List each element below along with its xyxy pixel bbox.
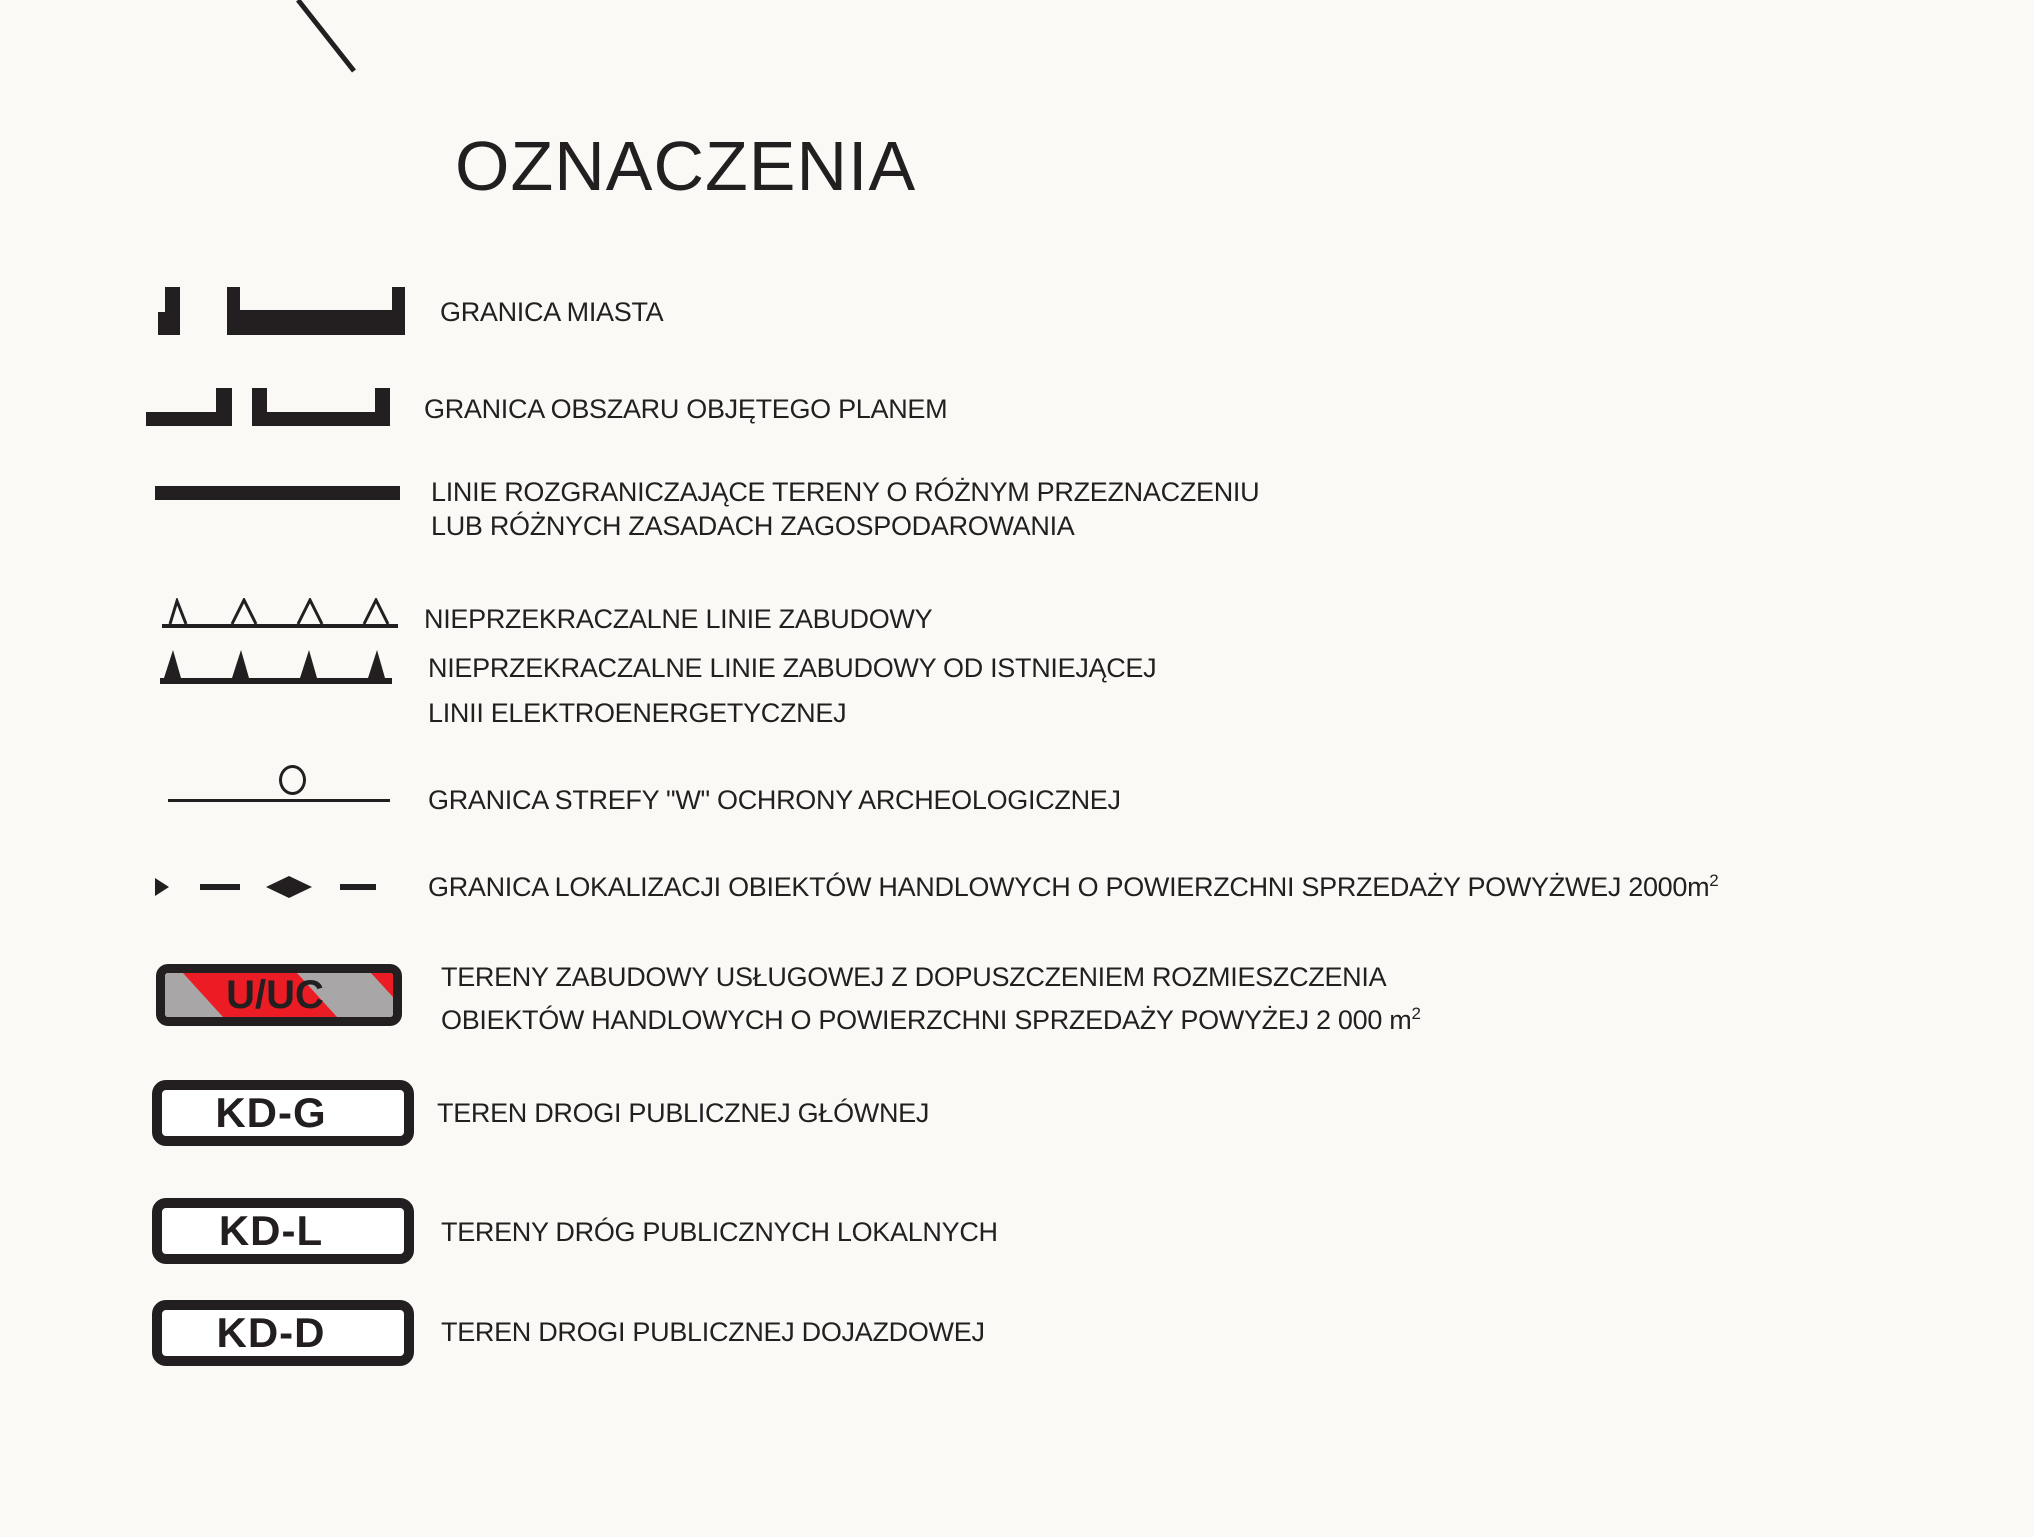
map-edge-line xyxy=(290,0,362,76)
legend-label-linie-elektroenergetyczne xyxy=(428,646,1156,736)
kd-l-code: KD-L xyxy=(218,1207,324,1254)
city-border-symbol xyxy=(150,285,408,337)
legend-label-granica-obszaru: GRANICA OBSZARU OBJĘTEGO PLANEM xyxy=(424,394,948,424)
u-uc-code: U/UC xyxy=(226,972,324,1017)
legend-label-kd-g: TEREN DROGI PUBLICZNEJ GŁÓWNEJ xyxy=(437,1098,930,1128)
archeology-zone-circle xyxy=(279,765,306,795)
kd-g-code: KD-G xyxy=(215,1089,327,1136)
label-line-1: LINIE ROZGRANICZAJĄCE TERENY O RÓŻNYM PRZEZNACZENIU xyxy=(431,477,1260,507)
legend-label-granica-miasta: GRANICA MIASTA xyxy=(440,297,664,327)
kd-l-symbol-box xyxy=(152,1198,414,1264)
legend-label-u-uc xyxy=(441,956,1421,1042)
legend-label-granica-lokalizacji xyxy=(428,871,1718,904)
plan-area-border-symbol xyxy=(146,388,392,426)
label-superscript: 2 xyxy=(1411,1004,1421,1023)
u-uc-symbol-box xyxy=(156,964,402,1026)
building-line-power-symbol xyxy=(160,650,394,684)
label-line-2 xyxy=(441,999,1421,1042)
legend-label-linie-zabudowy: NIEPRZEKRACZALNE LINIE ZABUDOWY xyxy=(424,604,933,634)
label-line-2: LUB RÓŻNYCH ZASADACH ZAGOSPODAROWANIA xyxy=(431,511,1075,541)
label-text: GRANICA LOKALIZACJI OBIEKTÓW HANDLOWYCH O POWIERZCHNI SPRZEDAŻY POWYŻWEJ 2000m xyxy=(428,872,1710,902)
label-superscript: 2 xyxy=(1709,871,1719,890)
dividing-line-symbol xyxy=(155,486,400,500)
legend-label-kd-d: TEREN DROGI PUBLICZNEJ DOJAZDOWEJ xyxy=(441,1317,985,1347)
kd-d-code: KD-D xyxy=(216,1309,326,1356)
legend-label-linie-rozgraniczajace xyxy=(431,475,1259,543)
legend-label-strefa-w: GRANICA STREFY "W" OCHRONY ARCHEOLOGICZNEJ xyxy=(428,785,1121,815)
archeology-zone-line xyxy=(168,799,390,802)
building-line-symbol xyxy=(160,598,400,630)
label-text: OBIEKTÓW HANDLOWYCH O POWIERZCHNI SPRZEDAŻY POWYŻEJ 2 000 m xyxy=(441,1005,1412,1035)
label-line-1: TERENY ZABUDOWY USŁUGOWEJ Z DOPUSZCZENIEM ROZMIESZCZENIA xyxy=(441,962,1387,992)
page-title: OZNACZENIA xyxy=(455,127,917,205)
kd-d-symbol-box xyxy=(152,1300,414,1366)
label-line-2: LINII ELEKTROENERGETYCZNEJ xyxy=(428,698,847,728)
kd-g-symbol-box xyxy=(152,1080,414,1146)
label-line-1: NIEPRZEKRACZALNE LINIE ZABUDOWY OD ISTNIEJĄCEJ xyxy=(428,653,1157,683)
legend-label-kd-l: TERENY DRÓG PUBLICZNYCH LOKALNYCH xyxy=(441,1217,998,1247)
retail-boundary-symbol xyxy=(155,874,385,900)
